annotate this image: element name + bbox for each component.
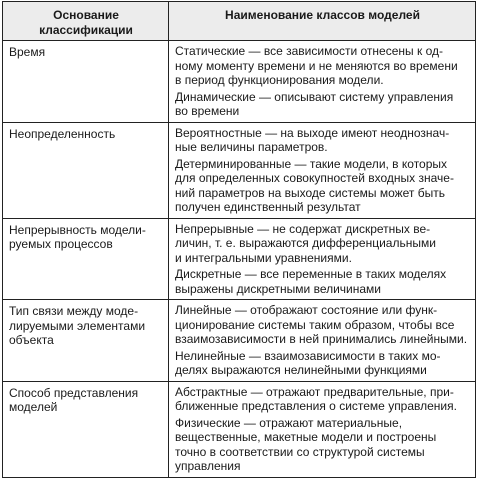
description-line: выражены дискретными величинами [175,281,382,296]
criterion-cell [3,381,169,477]
description-line: ний параметров на выходе системы может быть [175,185,445,200]
description-cell [169,218,476,300]
class-description [175,385,470,414]
class-description [175,44,470,88]
description-line: Абстрактные — отражают предварительные, при- [175,384,454,399]
class-description [175,349,470,378]
description-line: делях выражаются нелинейными функциями [175,363,427,377]
class-description [175,303,470,347]
header-classes [169,2,476,41]
description-line: во времени [175,104,240,118]
header-classes-label: Наименование классов моделей [225,8,420,22]
description-line: Непрерывные — не содержат дискретных ве- [175,221,431,236]
description-line: Дискретные — все переменные в таких моделях [175,267,447,281]
criterion-line: моделей [9,400,58,414]
description-line: ному моменту времени и не меняются во времени [175,58,458,73]
criterion-line: Непрерывность модели- [9,222,146,237]
criterion-line: объекта [9,333,54,347]
criterion-line: Время [9,45,46,59]
description-line: взаимозависимости в ней принимались линейными. [175,332,468,346]
table-row [3,218,476,300]
criterion-line: руемых процессов [9,237,113,251]
table-header-row [3,2,476,41]
description-line: ближенные представления о системе управления. [175,399,457,413]
model-classification-table [2,1,476,478]
table-row [3,381,476,477]
model-classification-table-wrapper [2,1,475,478]
class-description [175,90,470,119]
class-description [175,222,470,266]
criterion-line: Неопределенность [9,126,116,141]
criterion-cell [3,122,169,218]
description-line: точно в соответствии со структурой системы [175,444,425,459]
description-line: ционирование системы таким образом, чтобы все [175,317,455,332]
description-line: Нелинейные — взаимозависимости в таких мо- [175,348,441,363]
description-line: Детерминированные — такие модели, в которых [175,156,448,171]
criterion-line: Тип связи между моде- [9,304,139,318]
class-description [175,267,470,296]
class-description [175,157,470,215]
table-row [3,122,476,218]
description-line: Статические — все зависимости отнесены к од- [175,44,443,58]
description-line: и интегральными уравнениями. [175,250,352,265]
criterion-line: лируемыми элементами [9,318,146,333]
table-row [3,300,476,382]
description-cell [169,300,476,382]
description-line: Физические — отражают материальные, [175,415,403,430]
description-line: личин, т. е. выражаются дифференциальными [175,236,436,250]
description-line: Динамические — описывают систему управления [175,89,454,104]
header-criterion-line: Основание [53,8,119,22]
description-line: Вероятностные — на выходе имеют неоднознач- [175,125,450,140]
description-line: получен единственный результат [175,200,361,214]
table-row [3,41,476,123]
criterion-line: Способ представления [9,385,139,400]
description-line: Линейные — отображают состояние или функ- [175,303,438,317]
class-description [175,126,470,155]
description-cell [169,41,476,123]
class-description [175,416,470,474]
description-line: управления [175,459,241,473]
description-cell [169,381,476,477]
criterion-cell [3,41,169,123]
criterion-cell [3,300,169,382]
description-line: ные величины параметров. [175,140,328,154]
header-criterion [3,2,169,41]
description-line: вещественные, макетные модели и построены [175,430,437,444]
header-criterion-line: классификации [39,22,133,37]
description-cell [169,122,476,218]
description-line: в период функционирования модели. [175,73,384,87]
criterion-cell [3,218,169,300]
description-line: для определенных совокупностей входных значе- [175,171,454,185]
